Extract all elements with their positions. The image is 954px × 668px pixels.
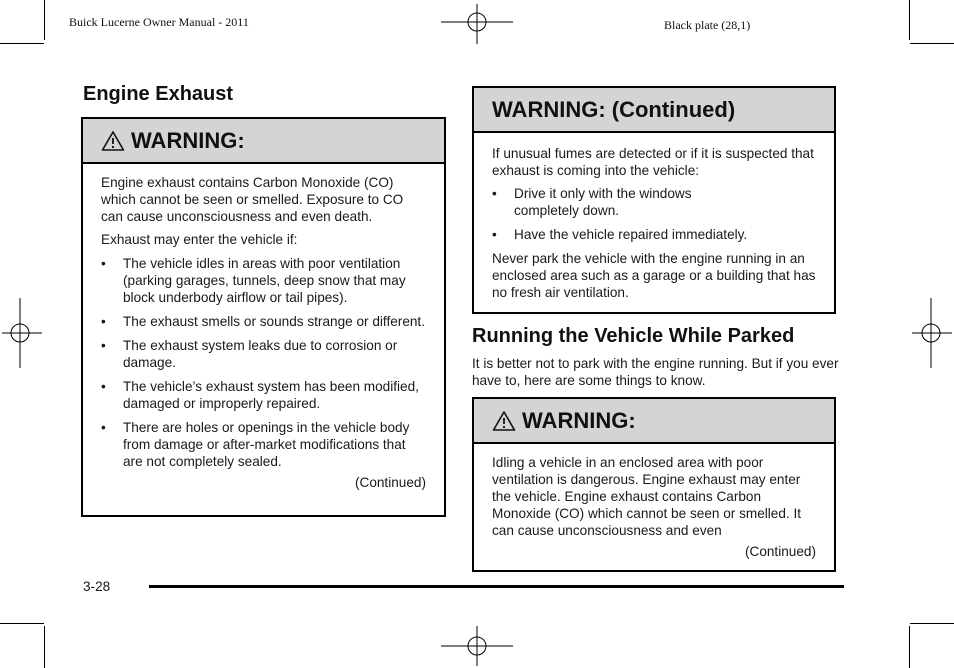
continued-label: (Continued) — [354, 475, 426, 490]
bullet-item: • The vehicle’s exhaust system has been modified, damaged or improperly repaired. — [101, 378, 426, 412]
warning-paragraph: Idling a vehicle in an enclosed area with poor ventilation is dangerous. Engine exhaust may enter the vehicle. Engine exhaust contains Carbon Monoxide (CO) which cannot be seen or smelled. It can cause unconsciousness and even — [492, 455, 802, 538]
crop-mark — [910, 43, 954, 44]
bullet-text: The vehicle idles in areas with poor ventilation (parking garages, tunnels, deep snow that may block underbody airflow or tail pipes). — [123, 256, 406, 305]
warning-body — [474, 133, 834, 301]
warning-title: WARNING: — [131, 127, 245, 153]
bullet-text: There are holes or openings in the vehicle body from damage or after-market modifications that are not completely sealed. — [123, 420, 410, 469]
bullet-text: Have the vehicle repaired immediately. — [514, 227, 748, 242]
warning-title: WARNING: — [522, 407, 636, 433]
crop-mark — [909, 626, 910, 668]
crop-mark — [909, 0, 910, 40]
warning-triangle-icon — [492, 410, 516, 432]
bullet-item: • Have the vehicle repaired immediately. — [492, 227, 748, 242]
crop-mark — [0, 43, 44, 44]
bullet-item: • The exhaust system leaks due to corrosion or damage. — [101, 337, 426, 371]
warning-paragraph: Engine exhaust contains Carbon Monoxide (CO) which cannot be seen or smelled. Exposure to CO can cause unconsciousness and even death. — [101, 175, 404, 224]
bullet-text: The exhaust system leaks due to corrosion or damage. — [123, 338, 398, 370]
page-number: 3-28 — [83, 579, 111, 594]
warning-body — [83, 164, 444, 491]
warning-header — [474, 88, 834, 133]
bullet-item: • The exhaust smells or sounds strange or different. — [101, 314, 425, 329]
warning-header — [474, 399, 834, 444]
warning-header — [83, 119, 444, 164]
registration-mark-left — [0, 296, 44, 370]
continued-label: (Continued) — [744, 544, 816, 559]
bullet-text: The vehicle’s exhaust system has been modified, damaged or improperly repaired. — [123, 379, 419, 411]
warning-box-engine-exhaust — [81, 117, 446, 517]
crop-mark — [44, 0, 45, 40]
crop-mark — [44, 626, 45, 668]
bullet-item: • Drive it only with the windows completely down. — [492, 185, 816, 219]
section-intro: It is better not to park with the engine running. But if you ever have to, here are some things to know. — [472, 356, 839, 388]
bullet-item: • There are holes or openings in the vehicle body from damage or after-market modifications that are not completely sealed. — [101, 419, 426, 470]
registration-mark-bottom — [437, 624, 517, 668]
warning-paragraph: Never park the vehicle with the engine running in an enclosed area such as a garage or a building that has no fresh air ventilation. — [492, 251, 816, 300]
plate-label: Black plate (28,1) — [664, 18, 751, 32]
section-title-running-parked: Running the Vehicle While Parked — [472, 325, 795, 347]
manual-title: Buick Lucerne Owner Manual - 2011 — [69, 15, 249, 29]
warning-triangle-icon — [101, 130, 125, 152]
section-title-engine-exhaust: Engine Exhaust — [83, 83, 234, 105]
registration-mark-right — [910, 296, 954, 370]
crop-mark — [910, 623, 954, 624]
bullet-text: The exhaust smells or sounds strange or different. — [123, 314, 425, 329]
warning-body — [474, 444, 834, 560]
footer-rule — [149, 585, 844, 588]
registration-mark-top — [437, 2, 517, 46]
warning-paragraph: If unusual fumes are detected or if it is suspected that exhaust is coming into the vehicle: — [492, 146, 814, 178]
crop-mark — [0, 623, 44, 624]
warning-paragraph: Exhaust may enter the vehicle if: — [101, 232, 298, 247]
warning-title: WARNING: (Continued) — [492, 96, 736, 122]
bullet-item: • The vehicle idles in areas with poor ventilation (parking garages, tunnels, deep snow that may block underbody airflow or tail pipes). — [101, 255, 426, 306]
warning-box-continued — [472, 86, 836, 314]
bullet-text: Drive it only with the windows completely down. — [514, 186, 692, 218]
warning-box-idling — [472, 397, 836, 572]
